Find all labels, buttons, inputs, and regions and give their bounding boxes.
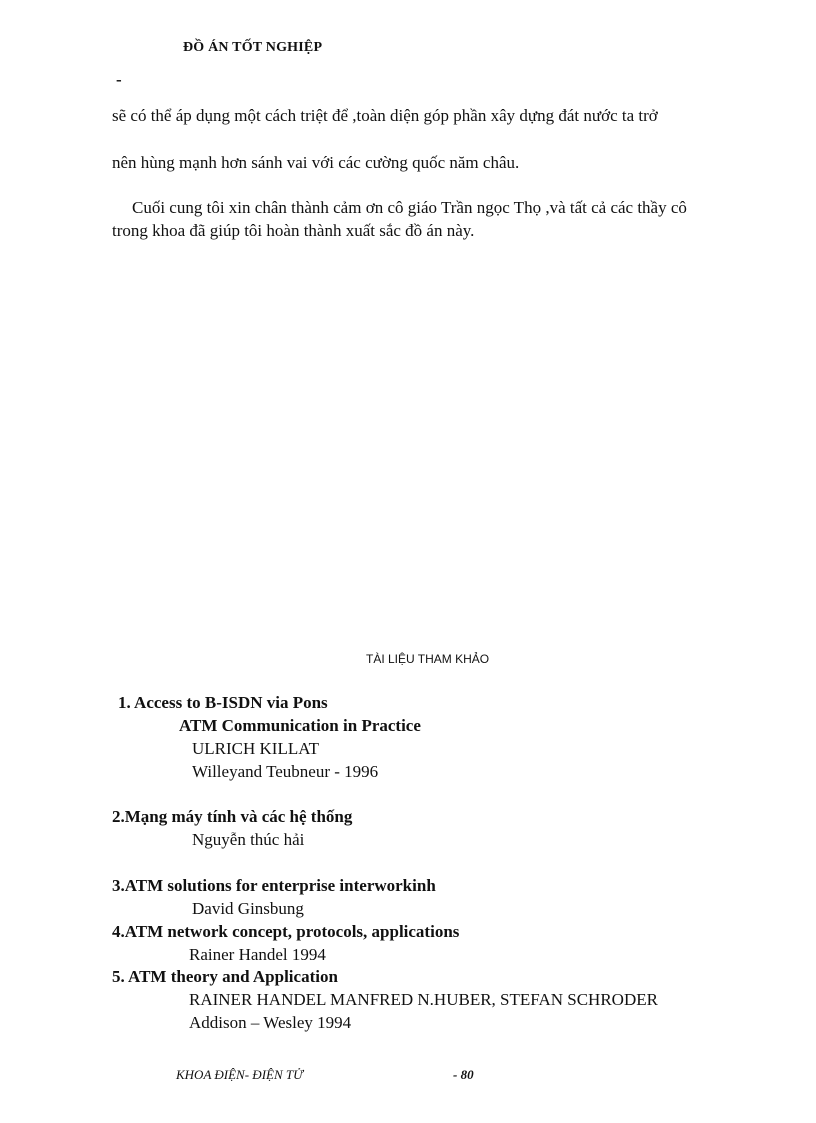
footer-page-number: - 80 [453, 1067, 474, 1082]
references-title: TÀI LIỆU THAM KHẢO [366, 652, 490, 666]
paragraph-line-3: Cuối cung tôi xin chân thành cảm ơn cô giáo Trần ngọc Thọ ,và tất cả các thầy cô [132, 198, 687, 217]
reference-1-subheading: ATM Communication in Practice [179, 716, 421, 735]
reference-5-publisher: Addison – Wesley 1994 [189, 1013, 352, 1032]
paragraph-line-4: trong khoa đã giúp tôi hoàn thành xuất sắc đồ án này. [112, 221, 475, 240]
reference-1-author: ULRICH KILLAT [192, 739, 320, 758]
reference-3-heading: 3.ATM solutions for enterprise interworkinh [112, 876, 436, 895]
dash-marker: - [116, 70, 122, 89]
reference-1-publisher: Willeyand Teubneur - 1996 [192, 762, 379, 781]
reference-4-author: Rainer Handel 1994 [189, 945, 326, 964]
reference-4-heading: 4.ATM network concept, protocols, applications [112, 922, 460, 941]
reference-1-heading: 1. Access to B-ISDN via Pons [118, 693, 328, 712]
reference-2-author: Nguyễn thúc hải [192, 830, 305, 849]
reference-5-author: RAINER HANDEL MANFRED N.HUBER, STEFAN SCHRODER [189, 990, 658, 1009]
paragraph-line-1: sẽ có thể áp dụng một cách triệt để ,toàn diện góp phần xây dựng đát nước ta trở [112, 106, 658, 125]
reference-3-author: David Ginsbung [192, 899, 304, 918]
reference-5-heading: 5. ATM theory and Application [112, 967, 338, 986]
reference-2-heading: 2.Mạng máy tính và các hệ thống [112, 807, 353, 826]
footer-department: KHOA ĐIỆN- ĐIỆN TỬ [176, 1067, 303, 1082]
paragraph-line-2: nên hùng mạnh hơn sánh vai với các cường quốc năm châu. [112, 153, 520, 172]
page-header-title: ĐỒ ÁN TỐT NGHIỆP [183, 40, 323, 55]
